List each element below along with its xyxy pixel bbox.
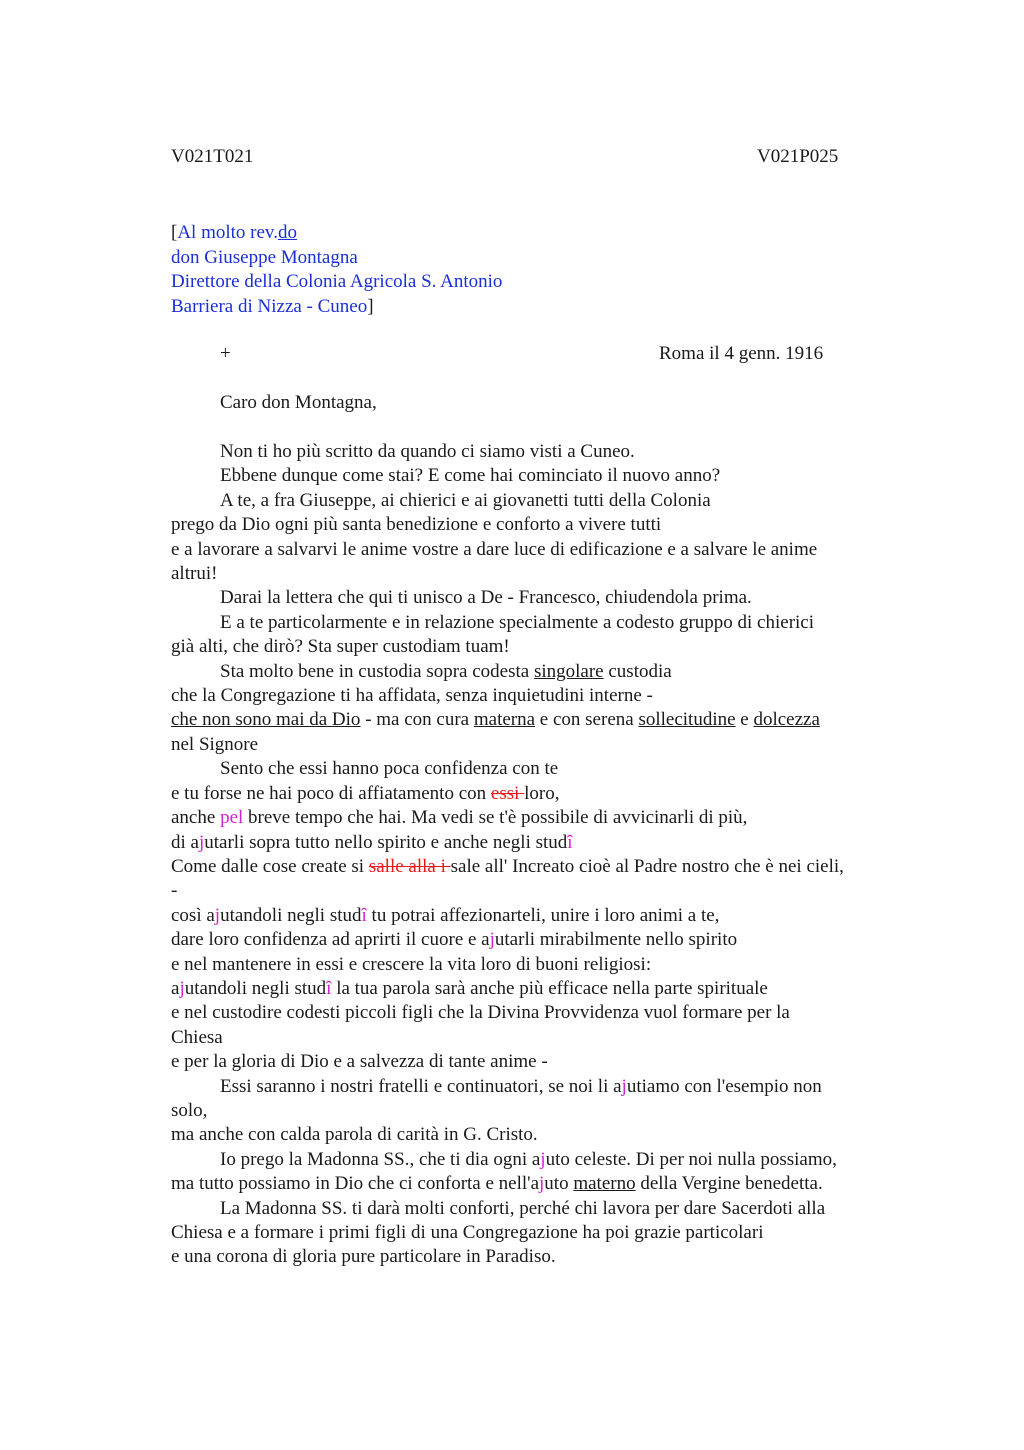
deleted-text: salle alla i bbox=[368, 855, 451, 877]
body-line: La Madonna SS. ti darà molti conforti, perché chi lavora per dare Sacerdoti alla bbox=[220, 1197, 826, 1219]
text-run: Come dalle cose create si bbox=[171, 855, 369, 877]
body-line bbox=[171, 831, 911, 855]
address-line-3: Direttore della Colonia Agricola S. Antonio bbox=[171, 271, 503, 292]
body-line: e una corona di gloria pure particolare in Paradiso. bbox=[171, 1246, 556, 1268]
body-line bbox=[171, 1075, 911, 1099]
text-run: tu potrai affezionarteli, unire i loro animi a te, bbox=[366, 904, 720, 926]
body-line: nel Signore bbox=[171, 733, 259, 755]
body-line bbox=[171, 1172, 911, 1196]
text-run: dare loro confidenza ad aprirti il cuore e a bbox=[171, 929, 490, 951]
highlighted-text: j bbox=[540, 1148, 546, 1170]
document-code-left: V021T021 bbox=[171, 146, 254, 167]
body-line: già alti, che dirò? Sta super custodiam tuam! bbox=[171, 636, 510, 658]
text-run: e tu forse ne hai poco di affiatamento con bbox=[171, 782, 491, 804]
highlighted-text: j bbox=[179, 977, 185, 999]
text-run: utiamo con l'esempio non bbox=[626, 1075, 822, 1097]
body-line: - bbox=[171, 880, 178, 902]
text-run: uto bbox=[544, 1173, 574, 1195]
body-line: prego da Dio ogni più santa benedizione e conforto a vivere tutti bbox=[171, 514, 662, 536]
body-line bbox=[171, 660, 911, 684]
body-line: Chiesa e a formare i primi figli di una Congregazione ha poi grazie particolari bbox=[171, 1222, 764, 1243]
text-run: uto celeste. Di per noi nulla possiamo, bbox=[545, 1148, 837, 1170]
highlighted-text: î bbox=[567, 831, 573, 853]
body-line: che la Congregazione ti ha affidata, senza inquietudini interne - bbox=[171, 685, 653, 707]
highlighted-text: j bbox=[539, 1173, 545, 1195]
text-run: la tua parola sarà anche più efficace nella parte spirituale bbox=[331, 977, 768, 999]
text-run: custodia bbox=[603, 660, 672, 682]
address-line-2: don Giuseppe Montagna bbox=[171, 246, 358, 268]
text-run: utarli sopra tutto nello spirito e anche negli stud bbox=[204, 831, 568, 853]
text-run: così a bbox=[171, 904, 215, 926]
text-run: - ma con cura bbox=[360, 709, 474, 731]
body-line: Sento che essi hanno poca confidenza con te bbox=[220, 758, 559, 780]
body-line: e per la gloria di Dio e a salvezza di tante anime - bbox=[171, 1051, 548, 1073]
body-line: E a te particolarmente e in relazione specialmente a codesto gruppo di chierici bbox=[220, 611, 815, 633]
body-line: ma anche con calda parola di carità in G. Cristo. bbox=[171, 1124, 538, 1146]
text-run: a bbox=[171, 977, 180, 999]
salutation: Caro don Montagna, bbox=[220, 392, 377, 413]
body-line: Non ti ho più scritto da quando ci siamo visti a Cuneo. bbox=[220, 441, 635, 462]
address-line-1-superscript: do bbox=[277, 222, 297, 243]
highlighted-text: î bbox=[326, 977, 332, 999]
text-run: Sta molto bene in custodia sopra codesta bbox=[220, 660, 534, 682]
cross-symbol: + bbox=[220, 343, 231, 364]
text-run: anche bbox=[171, 807, 221, 829]
body-line bbox=[171, 977, 911, 1001]
address-line-4: Barriera di Nizza - Cuneo bbox=[171, 295, 368, 317]
text-run: Essi saranno i nostri fratelli e continuatori, se noi li a bbox=[220, 1075, 622, 1097]
text-run: di a bbox=[171, 831, 199, 853]
body-line: Chiesa bbox=[171, 1026, 223, 1048]
body-line: altrui! bbox=[171, 563, 218, 585]
highlighted-text: î bbox=[361, 904, 367, 926]
body-line bbox=[171, 928, 911, 952]
highlighted-text: j bbox=[214, 904, 221, 926]
underlined-word: materno bbox=[573, 1173, 636, 1195]
body-line: solo, bbox=[171, 1099, 208, 1121]
body-line bbox=[171, 806, 911, 830]
body-line bbox=[171, 855, 911, 879]
address-close-bracket: ] bbox=[367, 295, 374, 317]
text-run: della Vergine benedetta. bbox=[635, 1173, 823, 1195]
text-run: e con serena bbox=[535, 709, 639, 731]
address-open-bracket: [ bbox=[171, 222, 178, 243]
body-line: Darai la lettera che qui ti unisco a De - Francesco, chiudendola prima. bbox=[220, 587, 752, 609]
highlighted-text: pel bbox=[220, 807, 244, 829]
body-line: Ebbene dunque come stai? E come hai cominciato il nuovo anno? bbox=[220, 465, 721, 487]
body-line: e nel custodire codesti piccoli figli che la Divina Provvidenza vuol formare per la bbox=[171, 1002, 790, 1024]
underlined-word: singolare bbox=[533, 660, 604, 682]
body-line: e a lavorare a salvarvi le anime vostre a dare luce di edificazione e a salvare le anime bbox=[171, 538, 818, 560]
body-line bbox=[171, 904, 911, 928]
address-line-1: Al molto rev. bbox=[177, 222, 278, 243]
highlighted-text: j bbox=[198, 831, 205, 853]
text-run: loro, bbox=[524, 782, 560, 804]
text-run: Io prego la Madonna SS., che ti dia ogni a bbox=[220, 1148, 541, 1170]
text-run: sale all' Increato cioè al Padre nostro che è nei cieli, bbox=[450, 855, 844, 877]
underlined-word: sollecitudine bbox=[638, 709, 736, 731]
letter-body bbox=[171, 440, 911, 1270]
text-run: utandoli negli stud bbox=[184, 977, 327, 999]
text-run: utandoli negli stud bbox=[220, 904, 362, 926]
underlined-word: dolcezza bbox=[753, 709, 820, 731]
deleted-text: essi bbox=[490, 782, 525, 804]
document-code-right: V021P025 bbox=[757, 146, 839, 167]
highlighted-text: j bbox=[489, 929, 495, 951]
body-line bbox=[171, 708, 911, 732]
text-run: e bbox=[735, 709, 754, 731]
highlighted-text: j bbox=[621, 1075, 627, 1097]
text-run: utarli mirabilmente nello spirito bbox=[494, 929, 738, 951]
dateline: Roma il 4 genn. 1916 bbox=[659, 343, 824, 364]
underlined-word: materna bbox=[473, 709, 536, 731]
address-block bbox=[171, 221, 502, 319]
body-line: e nel mantenere in essi e crescere la vita loro di buoni religiosi: bbox=[171, 953, 652, 975]
body-line bbox=[171, 1148, 911, 1172]
text-run: breve tempo che hai. Ma vedi se t'è possibile di avvicinarli di più, bbox=[243, 807, 748, 829]
body-line bbox=[171, 782, 911, 806]
underlined-word: che non sono mai da Dio bbox=[171, 709, 361, 731]
body-line: A te, a fra Giuseppe, ai chierici e ai giovanetti tutti della Colonia bbox=[220, 489, 711, 511]
text-run: ma tutto possiamo in Dio che ci conforta e nell'a bbox=[171, 1173, 540, 1195]
